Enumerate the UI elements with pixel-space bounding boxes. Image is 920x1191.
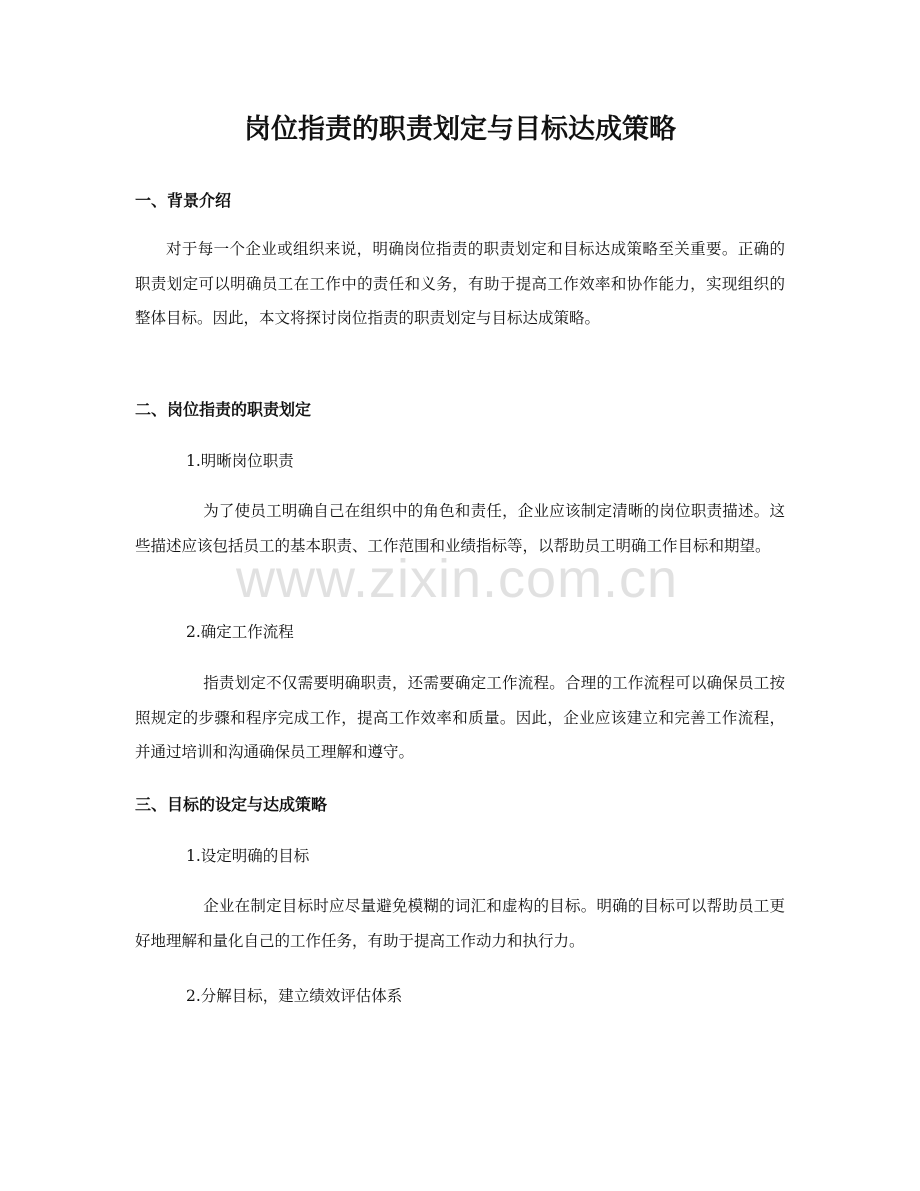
section-heading-background: 一、背景介绍 bbox=[135, 191, 232, 210]
watermark-text: www.zixin.com.cn bbox=[236, 549, 679, 609]
document-title: 岗位指责的职责划定与目标达成策略 bbox=[244, 114, 676, 145]
subsection-title-clarify-duties: 1.明晰岗位职责 bbox=[186, 452, 294, 470]
subsection-title-decompose-goals: 2.分解目标，建立绩效评估体系 bbox=[186, 987, 403, 1005]
subsection-title-set-goals: 1.设定明确的目标 bbox=[186, 847, 310, 865]
subsection-text-set-goals: 企业在制定目标时应尽量避免模糊的词汇和虚构的目标。明确的目标可以帮助员工更好地理解和量化自己的工作任务，有助于提高工作动力和执行力。 bbox=[135, 897, 785, 950]
subsection-text-workflow: 指责划定不仅需要明确职责，还需要确定工作流程。合理的工作流程可以确保员工按照规定的步骤和程序完成工作，提高工作效率和质量。因此，企业应该建立和完善工作流程，并通过培训和沟通确保员工理解和遵守。 bbox=[135, 674, 785, 761]
section-heading-duty-division: 二、岗位指责的职责划定 bbox=[135, 400, 312, 419]
section-heading-goal-strategy: 三、目标的设定与达成策略 bbox=[135, 795, 328, 814]
section-paragraph-background: 对于每一个企业或组织来说，明确岗位指责的职责划定和目标达成策略至关重要。正确的职责划定可以明确员工在工作中的责任和义务，有助于提高工作效率和协作能力，实现组织的整体目标。因此，本文将探讨岗位指责的职责划定与目标达成策略。 bbox=[135, 240, 785, 327]
subsection-text-clarify-duties: 为了使员工明确自己在组织中的角色和责任，企业应该制定清晰的岗位职责描述。这些描述应该包括员工的基本职责、工作范围和业绩指标等，以帮助员工明确工作目标和期望。 bbox=[135, 502, 785, 555]
subsection-title-workflow: 2.确定工作流程 bbox=[186, 623, 294, 641]
